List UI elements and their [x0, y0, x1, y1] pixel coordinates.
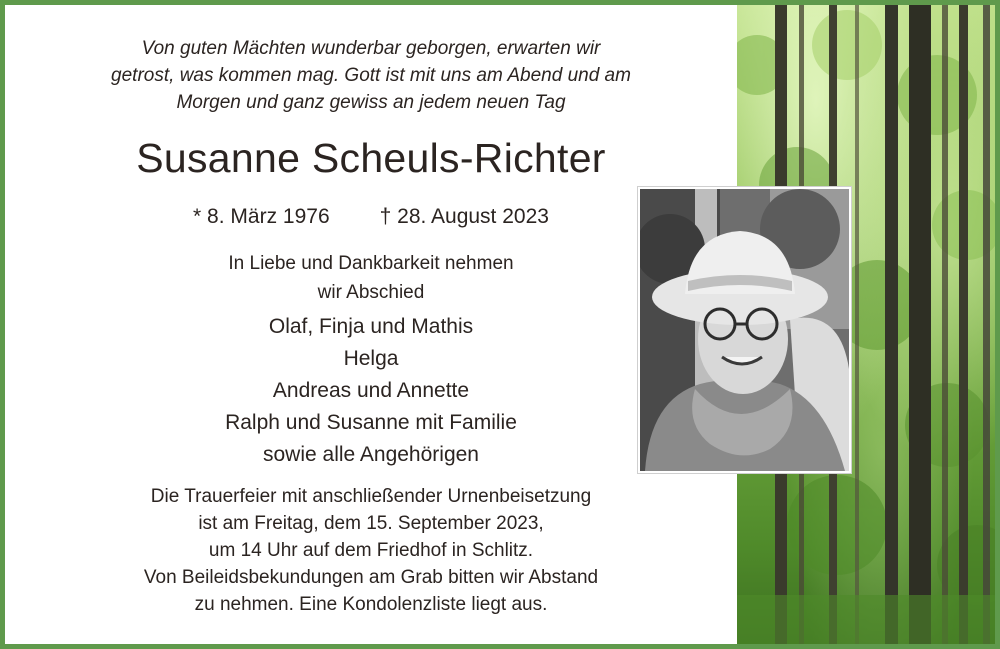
ceremony-line: zu nehmen. Eine Kondolenzliste liegt aus.: [194, 594, 548, 615]
mourner-line: sowie alle Angehörigen: [263, 443, 479, 466]
ceremony-line: um 14 Uhr auf dem Friedhof in Schlitz.: [208, 540, 534, 561]
life-dates: [45, 202, 697, 232]
deceased-name: Susanne Scheuls-Richter: [136, 135, 606, 181]
ceremony-line: Von Beileidsbekundungen am Grab bitten wir Abstand: [143, 567, 599, 588]
mourner-line: Ralph und Susanne mit Familie: [225, 411, 517, 434]
mourner-line: Olaf, Finja und Mathis: [268, 315, 474, 338]
farewell-line: wir Abschied: [317, 282, 425, 303]
portrait-image: [640, 189, 849, 471]
verse-line: Von guten Mächten wunderbar geborgen, erwarten wir: [141, 38, 601, 59]
ceremony-line: ist am Freitag, dem 15. September 2023,: [198, 513, 544, 534]
verse-line: getrost, was kommen mag. Gott ist mit uns am Abend und am: [111, 65, 631, 86]
ceremony-line: Die Trauerfeier mit anschließender Urnenbeisetzung: [150, 486, 592, 507]
farewell-line: In Liebe und Dankbarkeit nehmen: [228, 253, 514, 274]
mourner-line: Helga: [343, 347, 399, 370]
birth-date: * 8. März 1976: [193, 205, 330, 228]
ceremony-info: [45, 483, 697, 618]
verse-line: Morgen und ganz gewiss an jedem neuen Tag: [176, 92, 566, 113]
portrait-photo: [638, 187, 851, 473]
verse-quote: [45, 35, 697, 116]
farewell-text: [45, 249, 697, 307]
mourners-list: [45, 311, 697, 471]
death-date: † 28. August 2023: [379, 205, 549, 228]
mourner-line: Andreas und Annette: [272, 379, 470, 402]
